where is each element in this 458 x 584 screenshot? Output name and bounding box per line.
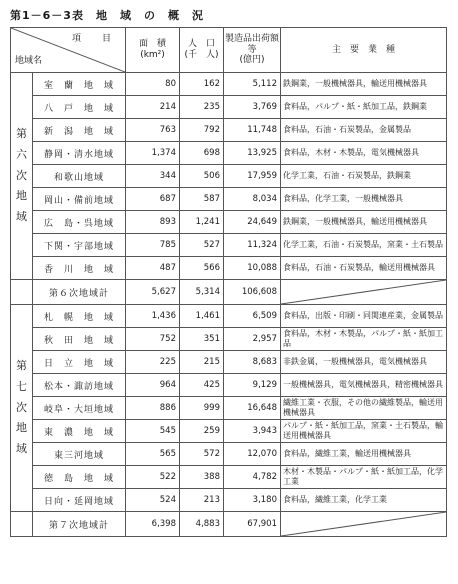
- population-value: 425: [180, 374, 224, 397]
- industries-text: 食料品，石油・石炭製品，輸送用機械器具: [281, 257, 447, 280]
- header-region-label: 地域名: [15, 56, 43, 67]
- table-row: [11, 374, 447, 397]
- shipments-value: 3,943: [224, 420, 281, 443]
- shipments-value: 17,959: [224, 165, 281, 188]
- industries-text: 食料品，木材・木製品，電気機械器具: [281, 142, 447, 165]
- table-row: [11, 165, 447, 188]
- table-row: [11, 119, 447, 142]
- region-name: 札 幌 地 域: [33, 305, 126, 328]
- header-item-label: 項 目: [71, 34, 117, 44]
- area-value: 763: [126, 119, 180, 142]
- industries-text: 鉄鋼業，一般機械器具，輸送用機械器具: [281, 211, 447, 234]
- region-name: 室 蘭 地 域: [33, 73, 126, 96]
- regional-overview-table: [10, 27, 447, 537]
- area-value: 225: [126, 351, 180, 374]
- region-name: 日向・延岡地域: [33, 489, 126, 512]
- table-row: [11, 328, 447, 351]
- area-value: 886: [126, 397, 180, 420]
- region-name: 松本・諏訪地域: [33, 374, 126, 397]
- total-population: 4,883: [180, 512, 224, 537]
- industries-text: 化学工業，石油・石炭製品，窯業・土石製品: [281, 234, 447, 257]
- area-value: 524: [126, 489, 180, 512]
- total-shipments: 67,901: [224, 512, 281, 537]
- shipments-value: 8,034: [224, 188, 281, 211]
- population-value: 566: [180, 257, 224, 280]
- industries-text: 食料品，出版・印刷・同関連産業，金属製品: [281, 305, 447, 328]
- header-item-region-cell: [11, 28, 126, 73]
- area-value: 785: [126, 234, 180, 257]
- area-value: 964: [126, 374, 180, 397]
- industries-text: 鉄鋼業，一般機械器具，輸送用機械器具: [281, 73, 447, 96]
- header-industries: 主 要 業 種: [281, 28, 447, 73]
- shipments-value: 9,129: [224, 374, 281, 397]
- population-value: 235: [180, 96, 224, 119]
- shipments-value: 24,649: [224, 211, 281, 234]
- total-row-spacer: [11, 280, 33, 305]
- area-value: 344: [126, 165, 180, 188]
- population-value: 215: [180, 351, 224, 374]
- region-name: 広 島・呉地域: [33, 211, 126, 234]
- industries-text: 食料品，化学工業，一般機械器具: [281, 188, 447, 211]
- table-row: [11, 234, 447, 257]
- industries-text: 非鉄金属，一般機械器具，電気機械器具: [281, 351, 447, 374]
- region-name: 岡山・備前地域: [33, 188, 126, 211]
- area-value: 1,374: [126, 142, 180, 165]
- population-value: 162: [180, 73, 224, 96]
- blank-diagonal-line: [281, 512, 446, 536]
- population-value: 213: [180, 489, 224, 512]
- industries-text: 食料品，パルプ・紙・紙加工品，鉄鋼業: [281, 96, 447, 119]
- header-population: 人 口 (千 人): [180, 28, 224, 73]
- group-label: 第七次地域: [11, 305, 33, 512]
- shipments-value: 10,088: [224, 257, 281, 280]
- area-value: 893: [126, 211, 180, 234]
- industries-text: 食料品，木材・木製品，パルプ・紙・紙加工品: [281, 328, 447, 351]
- region-name: 静岡・清水地域: [33, 142, 126, 165]
- industries-text: 木材・木製品・パルプ・紙・紙加工品，化学工業: [281, 466, 447, 489]
- population-value: 572: [180, 443, 224, 466]
- region-name: 和歌山地域: [33, 165, 126, 188]
- area-value: 1,436: [126, 305, 180, 328]
- shipments-value: 8,683: [224, 351, 281, 374]
- total-label: 第７次地域計: [33, 512, 126, 537]
- header-row: [11, 28, 447, 73]
- total-shipments: 106,608: [224, 280, 281, 305]
- industries-text: 食料品，石油・石炭製品，金属製品: [281, 119, 447, 142]
- shipments-value: 12,070: [224, 443, 281, 466]
- table-row: [11, 443, 447, 466]
- table-row: [11, 96, 447, 119]
- region-name: 下関・宇部地域: [33, 234, 126, 257]
- total-row-spacer: [11, 512, 33, 537]
- table-title: 第1－6－3表 地 域 の 概 況: [10, 9, 204, 22]
- total-industries-blank: [281, 280, 447, 305]
- table-row: [11, 211, 447, 234]
- region-name: 東 濃 地 域: [33, 420, 126, 443]
- industries-text: 食料品，繊維工業，輸送用機械器具: [281, 443, 447, 466]
- blank-diagonal-line: [281, 280, 446, 304]
- population-value: 999: [180, 397, 224, 420]
- area-value: 80: [126, 73, 180, 96]
- area-value: 545: [126, 420, 180, 443]
- region-name: 岐阜・大垣地域: [33, 397, 126, 420]
- shipments-value: 11,324: [224, 234, 281, 257]
- population-value: 587: [180, 188, 224, 211]
- industries-text: 繊維工業・衣服，その他の繊維製品，輸送用機械器具: [281, 397, 447, 420]
- header-shipments: 製造品出荷額等 (億円): [224, 28, 281, 73]
- region-name: 秋 田 地 域: [33, 328, 126, 351]
- industries-text: 化学工業，石油・石炭製品，鉄鋼業: [281, 165, 447, 188]
- area-value: 522: [126, 466, 180, 489]
- area-value: 487: [126, 257, 180, 280]
- population-value: 698: [180, 142, 224, 165]
- shipments-value: 13,925: [224, 142, 281, 165]
- table-row: [11, 489, 447, 512]
- table-row: [11, 466, 447, 489]
- population-value: 527: [180, 234, 224, 257]
- region-name: 香 川 地 域: [33, 257, 126, 280]
- area-value: 565: [126, 443, 180, 466]
- population-value: 388: [180, 466, 224, 489]
- area-value: 214: [126, 96, 180, 119]
- region-name: 新 潟 地 域: [33, 119, 126, 142]
- table-row: [11, 305, 447, 328]
- population-value: 1,461: [180, 305, 224, 328]
- industries-text: パルプ・紙・紙加工品，窯業・土石製品，輸送用機械器具: [281, 420, 447, 443]
- table-row: [11, 73, 447, 96]
- shipments-value: 2,957: [224, 328, 281, 351]
- region-name: 八 戸 地 域: [33, 96, 126, 119]
- shipments-value: 3,180: [224, 489, 281, 512]
- region-name: 東三河地域: [33, 443, 126, 466]
- population-value: 506: [180, 165, 224, 188]
- industries-text: 一般機械器具，電気機械器具，精密機械器具: [281, 374, 447, 397]
- area-value: 752: [126, 328, 180, 351]
- population-value: 1,241: [180, 211, 224, 234]
- shipments-value: 16,648: [224, 397, 281, 420]
- shipments-value: 11,748: [224, 119, 281, 142]
- total-label: 第６次地域計: [33, 280, 126, 305]
- table-row: [11, 188, 447, 211]
- total-population: 5,314: [180, 280, 224, 305]
- group-label: 第六次地域: [11, 73, 33, 280]
- region-name: 徳 島 地 域: [33, 466, 126, 489]
- shipments-value: 3,769: [224, 96, 281, 119]
- table-row: [11, 142, 447, 165]
- table-row: [11, 257, 447, 280]
- population-value: 259: [180, 420, 224, 443]
- table-row: [11, 351, 447, 374]
- total-area: 6,398: [126, 512, 180, 537]
- table-row: [11, 397, 447, 420]
- population-value: 351: [180, 328, 224, 351]
- shipments-value: 5,112: [224, 73, 281, 96]
- shipments-value: 4,782: [224, 466, 281, 489]
- area-value: 687: [126, 188, 180, 211]
- population-value: 792: [180, 119, 224, 142]
- header-area: 面 積 (km²): [126, 28, 180, 73]
- total-area: 5,627: [126, 280, 180, 305]
- total-row: [11, 512, 447, 537]
- table-row: [11, 420, 447, 443]
- total-industries-blank: [281, 512, 447, 537]
- industries-text: 食料品，繊維工業，化学工業: [281, 489, 447, 512]
- shipments-value: 6,509: [224, 305, 281, 328]
- total-row: [11, 280, 447, 305]
- region-name: 日 立 地 域: [33, 351, 126, 374]
